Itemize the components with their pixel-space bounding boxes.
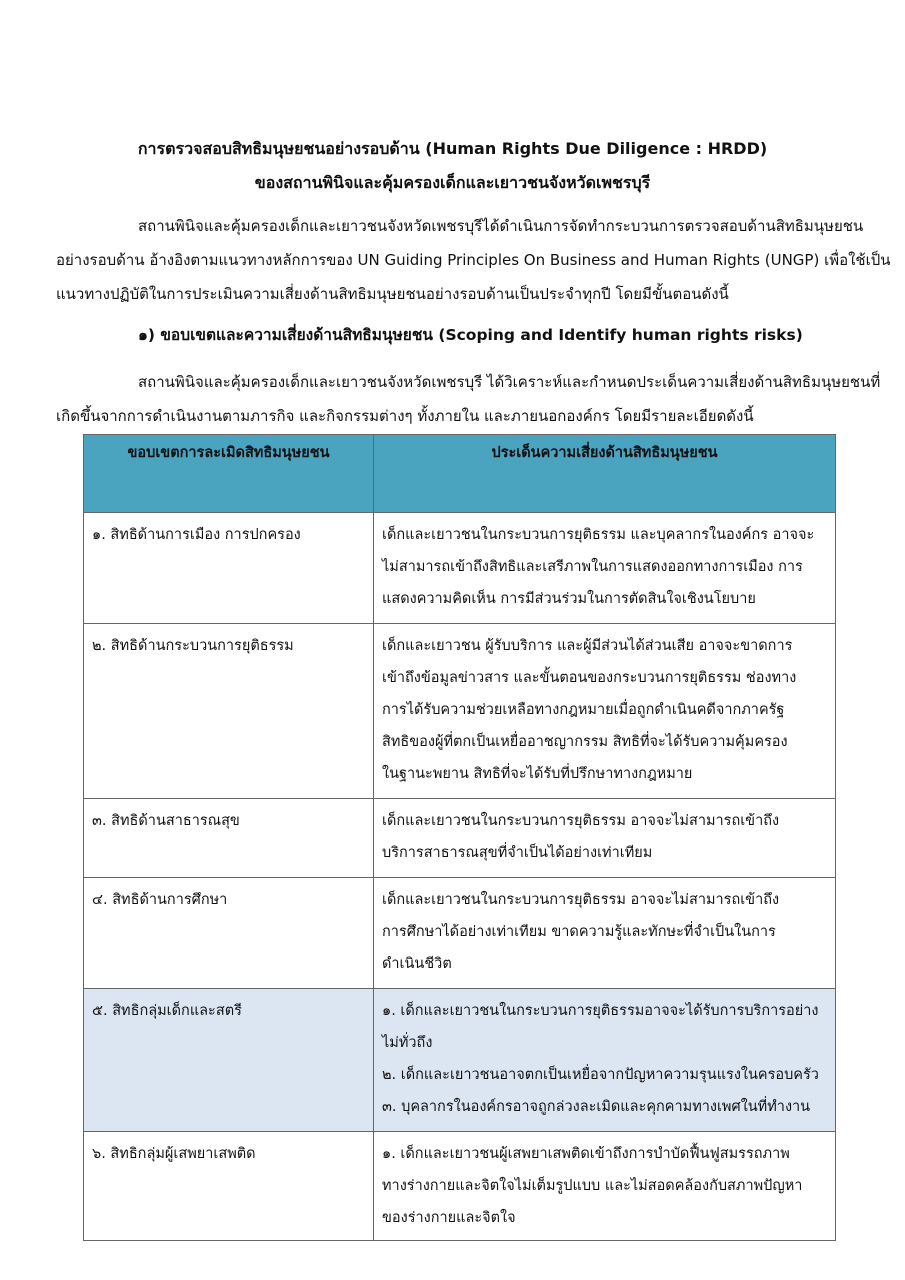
risk-line: บริการสาธารณสุขที่จำเป็นได้อย่างเท่าเทียม [382,845,653,861]
risk-line: สิทธิของผู้ที่ตกเป็นเหยื่ออาชญากรรม สิทธิที่จะได้รับความคุ้มครอง [382,734,788,750]
risk-table [83,434,836,1241]
risk-cell [374,799,836,878]
risk-cell [374,878,836,989]
risk-line: ๓. บุคลากรในองค์กรอาจถูกล่วงละเมิดและคุกคามทางเพศในที่ทำงาน [382,1099,811,1115]
risk-line: ทางร่างกายและจิตใจไม่เต็มรูปแบบ และไม่สอดคล้องกับสภาพปัญหา [382,1178,803,1194]
scope-cell: ๑. สิทธิด้านการเมือง การปกครอง [84,513,374,624]
risk-line: เด็กและเยาวชนในกระบวนการยุติธรรม อาจจะไม่สามารถเข้าถึง [382,813,780,829]
document-title: การตรวจสอบสิทธิมนุษยชนอย่างรอบด้าน (Human Rights Due Diligence : HRDD) [137,139,768,158]
risk-line: ของร่างกายและจิตใจ [382,1210,516,1226]
risk-line: ไม่ทั่วถึง [382,1035,433,1051]
header-scope: ขอบเขตการละเมิดสิทธิมนุษยชน [84,435,374,513]
intro-line: อย่างรอบด้าน อ้างอิงตามแนวทางหลักการของ UN Guiding Principles On Business and Human Rights (UNGP) เพื่อใช้เป็น [56,251,891,269]
section1-line: สถานพินิจและคุ้มครองเด็กและเยาวชนจังหวัดเพชรบุรี ได้วิเคราะห์และกำหนดประเด็นความเสี่ยงด้านสิทธิมนุษยชนที่ [138,373,881,391]
risk-line: เข้าถึงข้อมูลข่าวสาร และขั้นตอนของกระบวนการยุติธรรม ช่องทาง [382,670,797,686]
table-row [84,799,836,878]
section1-paragraph [56,365,886,433]
risk-cell [374,624,836,799]
table-row [84,513,836,624]
risk-line: ไม่สามารถเข้าถึงสิทธิและเสรีภาพในการแสดงออกทางการเมือง การ [382,559,803,575]
intro-paragraph [56,209,891,311]
header-risk: ประเด็นความเสี่ยงด้านสิทธิมนุษยชน [374,435,836,513]
risk-line: ดำเนินชีวิต [382,956,452,972]
risk-line: ๑. เด็กและเยาวชนผู้เสพยาเสพติดเข้าถึงการบำบัดฟื้นฟูสมรรถภาพ [382,1146,790,1162]
table-row [84,1132,836,1241]
scope-cell: ๔. สิทธิด้านการศึกษา [84,878,374,989]
risk-line: เด็กและเยาวชน ผู้รับบริการ และผู้มีส่วนได้ส่วนเสีย อาจจะขาดการ [382,638,793,654]
scope-cell: ๒. สิทธิด้านกระบวนการยุติธรรม [84,624,374,799]
document-subtitle: ของสถานพินิจและคุ้มครองเด็กและเยาวชนจังหวัดเพชรบุรี [254,173,651,192]
table-row [84,878,836,989]
risk-line: เด็กและเยาวชนในกระบวนการยุติธรรม อาจจะไม่สามารถเข้าถึง [382,892,780,908]
table-row-highlighted [84,989,836,1132]
risk-line: การศึกษาได้อย่างเท่าเทียม ขาดความรู้และทักษะที่จำเป็นในการ [382,924,776,940]
risk-line: ๒. เด็กและเยาวชนอาจตกเป็นเหยื่อจากปัญหาความรุนแรงในครอบครัว [382,1067,819,1083]
risk-cell [374,989,836,1132]
scope-cell: ๖. สิทธิกลุ่มผู้เสพยาเสพติด [84,1132,374,1241]
scope-cell: ๓. สิทธิด้านสาธารณสุข [84,799,374,878]
intro-line: สถานพินิจและคุ้มครองเด็กและเยาวชนจังหวัดเพชรบุรีได้ดำเนินการจัดทำกระบวนการตรวจสอบด้านสิทธิมนุษยชน [138,217,864,235]
risk-cell [374,1132,836,1241]
scope-cell: ๕. สิทธิกลุ่มเด็กและสตรี [84,989,374,1132]
risk-line: เด็กและเยาวชนในกระบวนการยุติธรรม และบุคลากรในองค์กร อาจจะ [382,527,815,543]
risk-line: ในฐานะพยาน สิทธิที่จะได้รับที่ปรึกษาทางกฎหมาย [382,766,693,782]
table-row [84,624,836,799]
risk-line: การได้รับความช่วยเหลือทางกฎหมายเมื่อถูกดำเนินคดีจากภาครัฐ [382,702,785,718]
table-header-row [84,435,836,513]
section1-line: เกิดขึ้นจากการดำเนินงานตามภารกิจ และกิจกรรมต่างๆ ทั้งภายใน และภายนอกองค์กร โดยมีรายละเอียดดังนี้ [56,407,754,425]
intro-line: แนวทางปฏิบัติในการประเมินความเสี่ยงด้านสิทธิมนุษยชนอย่างรอบด้านเป็นประจำทุกปี โดยมีขั้นตอนดังนี้ [56,285,729,303]
risk-line: แสดงความคิดเห็น การมีส่วนร่วมในการตัดสินใจเชิงนโยบาย [382,591,756,607]
section1-heading: ๑) ขอบเขตและความเสี่ยงด้านสิทธิมนุษยชน (Scoping and Identify human rights risks) [138,326,803,344]
risk-line: ๑. เด็กและเยาวชนในกระบวนการยุติธรรมอาจจะได้รับการบริการอย่าง [382,1003,819,1019]
risk-cell [374,513,836,624]
